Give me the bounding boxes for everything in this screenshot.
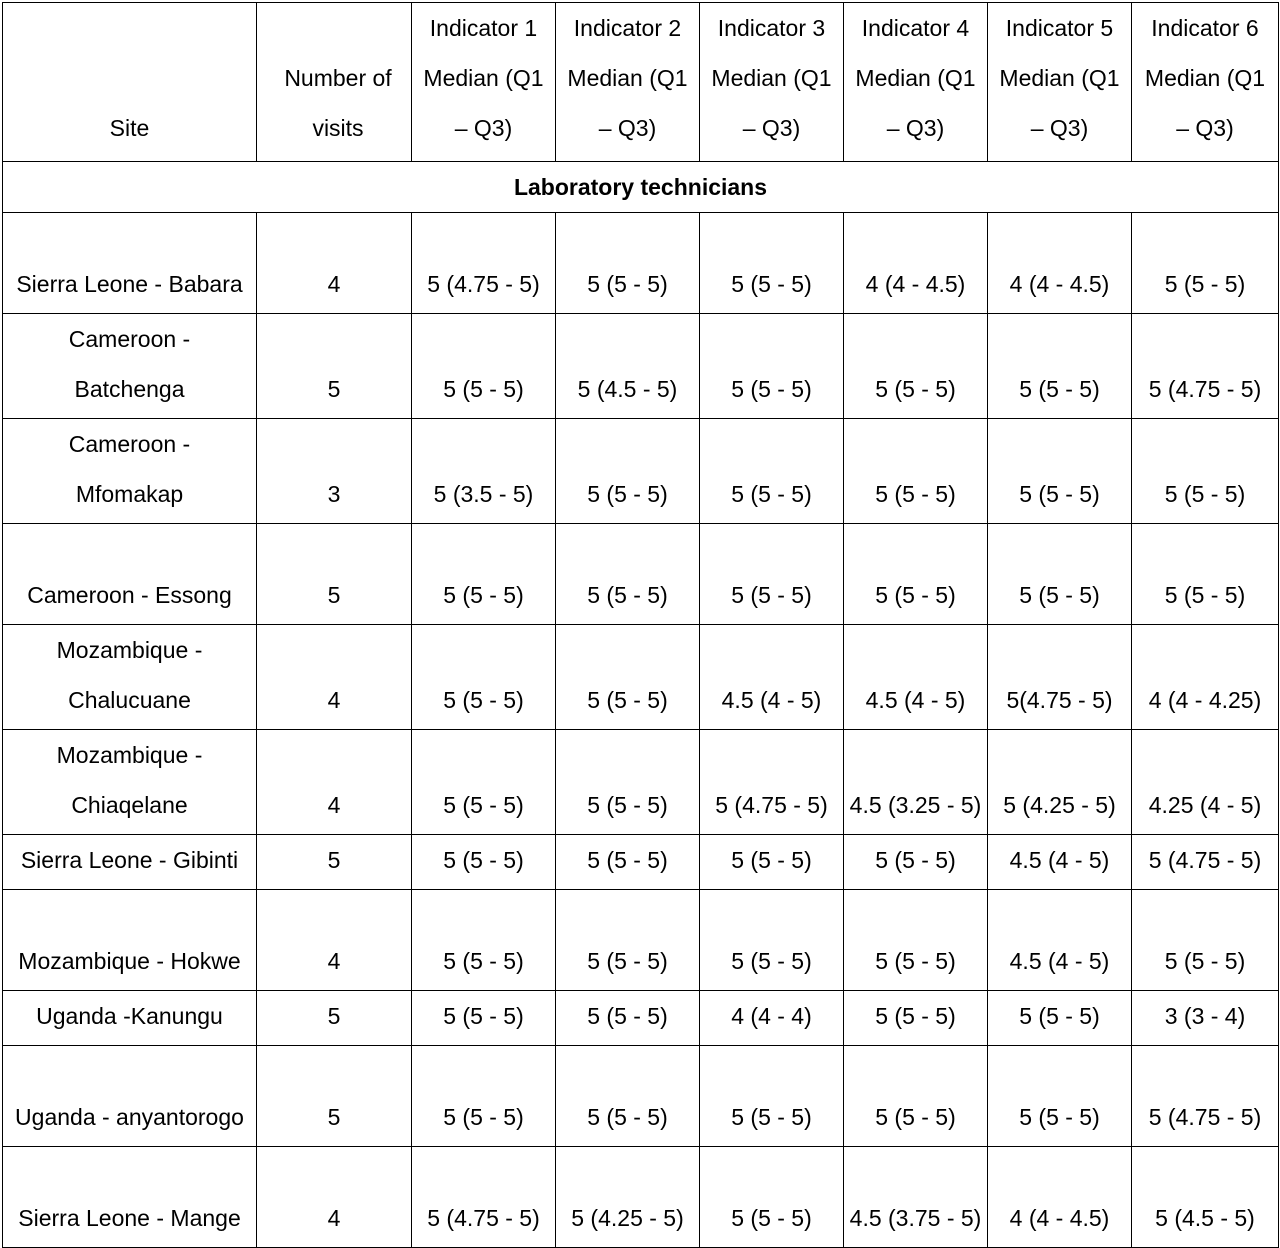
site-cell: Mozambique - Chiaqelane [3, 730, 257, 835]
table-row [3, 314, 1279, 419]
indicator-2-cell: 5 (4.5 - 5) [556, 314, 700, 419]
indicator-5-cell: 5(4.75 - 5) [988, 625, 1132, 730]
indicator-3-cell: 5 (5 - 5) [700, 213, 844, 314]
indicator-2-cell: 5 (5 - 5) [556, 419, 700, 524]
site-cell: Sierra Leone - Gibinti [3, 835, 257, 890]
indicator-2-cell: 5 (5 - 5) [556, 524, 700, 625]
indicator-3-cell: 5 (5 - 5) [700, 1046, 844, 1147]
indicator-4-cell: 4 (4 - 4.5) [844, 213, 988, 314]
indicator-3-cell: 5 (5 - 5) [700, 419, 844, 524]
indicator-6-cell: 5 (4.75 - 5) [1132, 314, 1279, 419]
indicator-2-cell: 5 (5 - 5) [556, 991, 700, 1046]
indicator-5-cell: 5 (4.25 - 5) [988, 730, 1132, 835]
indicator-2-cell: 5 (5 - 5) [556, 890, 700, 991]
indicator-4-cell: 5 (5 - 5) [844, 524, 988, 625]
table-row [3, 1147, 1279, 1248]
indicator-4-cell: 4.5 (4 - 5) [844, 625, 988, 730]
indicator-4-cell: 5 (5 - 5) [844, 835, 988, 890]
indicator-4-cell: 4.5 (3.75 - 5) [844, 1147, 988, 1248]
indicator-1-cell: 5 (5 - 5) [412, 314, 556, 419]
visits-cell: 5 [257, 524, 412, 625]
visits-cell: 5 [257, 314, 412, 419]
visits-cell: 4 [257, 730, 412, 835]
site-cell: Uganda - anyantorogo [3, 1046, 257, 1147]
visits-cell: 3 [257, 419, 412, 524]
indicator-6-cell: 3 (3 - 4) [1132, 991, 1279, 1046]
indicator-1-cell: 5 (5 - 5) [412, 991, 556, 1046]
visits-cell: 4 [257, 625, 412, 730]
indicator-5-cell: 5 (5 - 5) [988, 991, 1132, 1046]
site-cell: Uganda -Kanungu [3, 991, 257, 1046]
indicator-1-cell: 5 (5 - 5) [412, 1046, 556, 1147]
column-header-indicator-1: Indicator 1 Median (Q1 – Q3) [412, 3, 556, 162]
indicator-1-cell: 5 (5 - 5) [412, 625, 556, 730]
indicator-6-cell: 5 (4.5 - 5) [1132, 1147, 1279, 1248]
indicator-4-cell: 5 (5 - 5) [844, 314, 988, 419]
indicator-6-cell: 5 (5 - 5) [1132, 890, 1279, 991]
column-header-indicator-5: Indicator 5 Median (Q1 – Q3) [988, 3, 1132, 162]
visits-cell: 5 [257, 991, 412, 1046]
visits-cell: 5 [257, 1046, 412, 1147]
indicator-1-cell: 5 (5 - 5) [412, 730, 556, 835]
indicator-6-cell: 5 (4.75 - 5) [1132, 835, 1279, 890]
section-label: Laboratory technicians [3, 162, 1279, 213]
indicator-6-cell: 4.25 (4 - 5) [1132, 730, 1279, 835]
indicator-2-cell: 5 (5 - 5) [556, 730, 700, 835]
indicator-5-cell: 5 (5 - 5) [988, 524, 1132, 625]
indicator-6-cell: 5 (5 - 5) [1132, 213, 1279, 314]
indicator-3-cell: 5 (5 - 5) [700, 1147, 844, 1248]
indicator-2-cell: 5 (5 - 5) [556, 213, 700, 314]
indicator-2-cell: 5 (5 - 5) [556, 1046, 700, 1147]
table-row [3, 625, 1279, 730]
indicator-6-cell: 5 (4.75 - 5) [1132, 1046, 1279, 1147]
table-row [3, 730, 1279, 835]
indicator-3-cell: 5 (5 - 5) [700, 890, 844, 991]
indicator-2-cell: 5 (5 - 5) [556, 625, 700, 730]
section-row [3, 162, 1279, 213]
indicator-1-cell: 5 (3.5 - 5) [412, 419, 556, 524]
indicator-5-cell: 4.5 (4 - 5) [988, 835, 1132, 890]
site-cell: Cameroon - Batchenga [3, 314, 257, 419]
header-row [3, 3, 1279, 162]
table-row [3, 835, 1279, 890]
site-cell: Mozambique - Hokwe [3, 890, 257, 991]
indicator-4-cell: 5 (5 - 5) [844, 890, 988, 991]
visits-cell: 4 [257, 1147, 412, 1248]
indicator-5-cell: 4 (4 - 4.5) [988, 213, 1132, 314]
site-cell: Sierra Leone - Babara [3, 213, 257, 314]
table-row [3, 1046, 1279, 1147]
table-row [3, 213, 1279, 314]
table-row [3, 524, 1279, 625]
indicator-6-cell: 5 (5 - 5) [1132, 419, 1279, 524]
indicator-4-cell: 4.5 (3.25 - 5) [844, 730, 988, 835]
indicator-1-cell: 5 (5 - 5) [412, 835, 556, 890]
site-cell: Cameroon - Essong [3, 524, 257, 625]
table-row [3, 991, 1279, 1046]
indicator-4-cell: 5 (5 - 5) [844, 991, 988, 1046]
column-header-indicator-3: Indicator 3 Median (Q1 – Q3) [700, 3, 844, 162]
column-header-indicator-4: Indicator 4 Median (Q1 – Q3) [844, 3, 988, 162]
column-header-indicator-2: Indicator 2 Median (Q1 – Q3) [556, 3, 700, 162]
indicator-5-cell: 5 (5 - 5) [988, 1046, 1132, 1147]
site-cell: Mozambique - Chalucuane [3, 625, 257, 730]
indicator-1-cell: 5 (4.75 - 5) [412, 213, 556, 314]
indicator-3-cell: 5 (5 - 5) [700, 524, 844, 625]
indicator-5-cell: 4.5 (4 - 5) [988, 890, 1132, 991]
indicator-3-cell: 4.5 (4 - 5) [700, 625, 844, 730]
results-table [2, 2, 1279, 1248]
indicator-4-cell: 5 (5 - 5) [844, 1046, 988, 1147]
indicator-6-cell: 4 (4 - 4.25) [1132, 625, 1279, 730]
indicator-3-cell: 4 (4 - 4) [700, 991, 844, 1046]
indicator-1-cell: 5 (5 - 5) [412, 890, 556, 991]
visits-cell: 4 [257, 213, 412, 314]
indicator-6-cell: 5 (5 - 5) [1132, 524, 1279, 625]
site-cell: Cameroon - Mfomakap [3, 419, 257, 524]
table-row [3, 419, 1279, 524]
indicator-1-cell: 5 (5 - 5) [412, 524, 556, 625]
indicator-4-cell: 5 (5 - 5) [844, 419, 988, 524]
column-header-indicator-6: Indicator 6 Median (Q1 – Q3) [1132, 3, 1279, 162]
indicator-3-cell: 5 (5 - 5) [700, 835, 844, 890]
indicator-2-cell: 5 (5 - 5) [556, 835, 700, 890]
column-header-site: Site [3, 3, 257, 162]
indicator-3-cell: 5 (5 - 5) [700, 314, 844, 419]
site-cell: Sierra Leone - Mange [3, 1147, 257, 1248]
indicator-5-cell: 5 (5 - 5) [988, 419, 1132, 524]
indicator-5-cell: 4 (4 - 4.5) [988, 1147, 1132, 1248]
visits-cell: 4 [257, 890, 412, 991]
visits-cell: 5 [257, 835, 412, 890]
indicator-5-cell: 5 (5 - 5) [988, 314, 1132, 419]
indicator-3-cell: 5 (4.75 - 5) [700, 730, 844, 835]
indicator-1-cell: 5 (4.75 - 5) [412, 1147, 556, 1248]
table-row [3, 890, 1279, 991]
column-header-visits: Number of visits [257, 3, 412, 162]
indicator-2-cell: 5 (4.25 - 5) [556, 1147, 700, 1248]
